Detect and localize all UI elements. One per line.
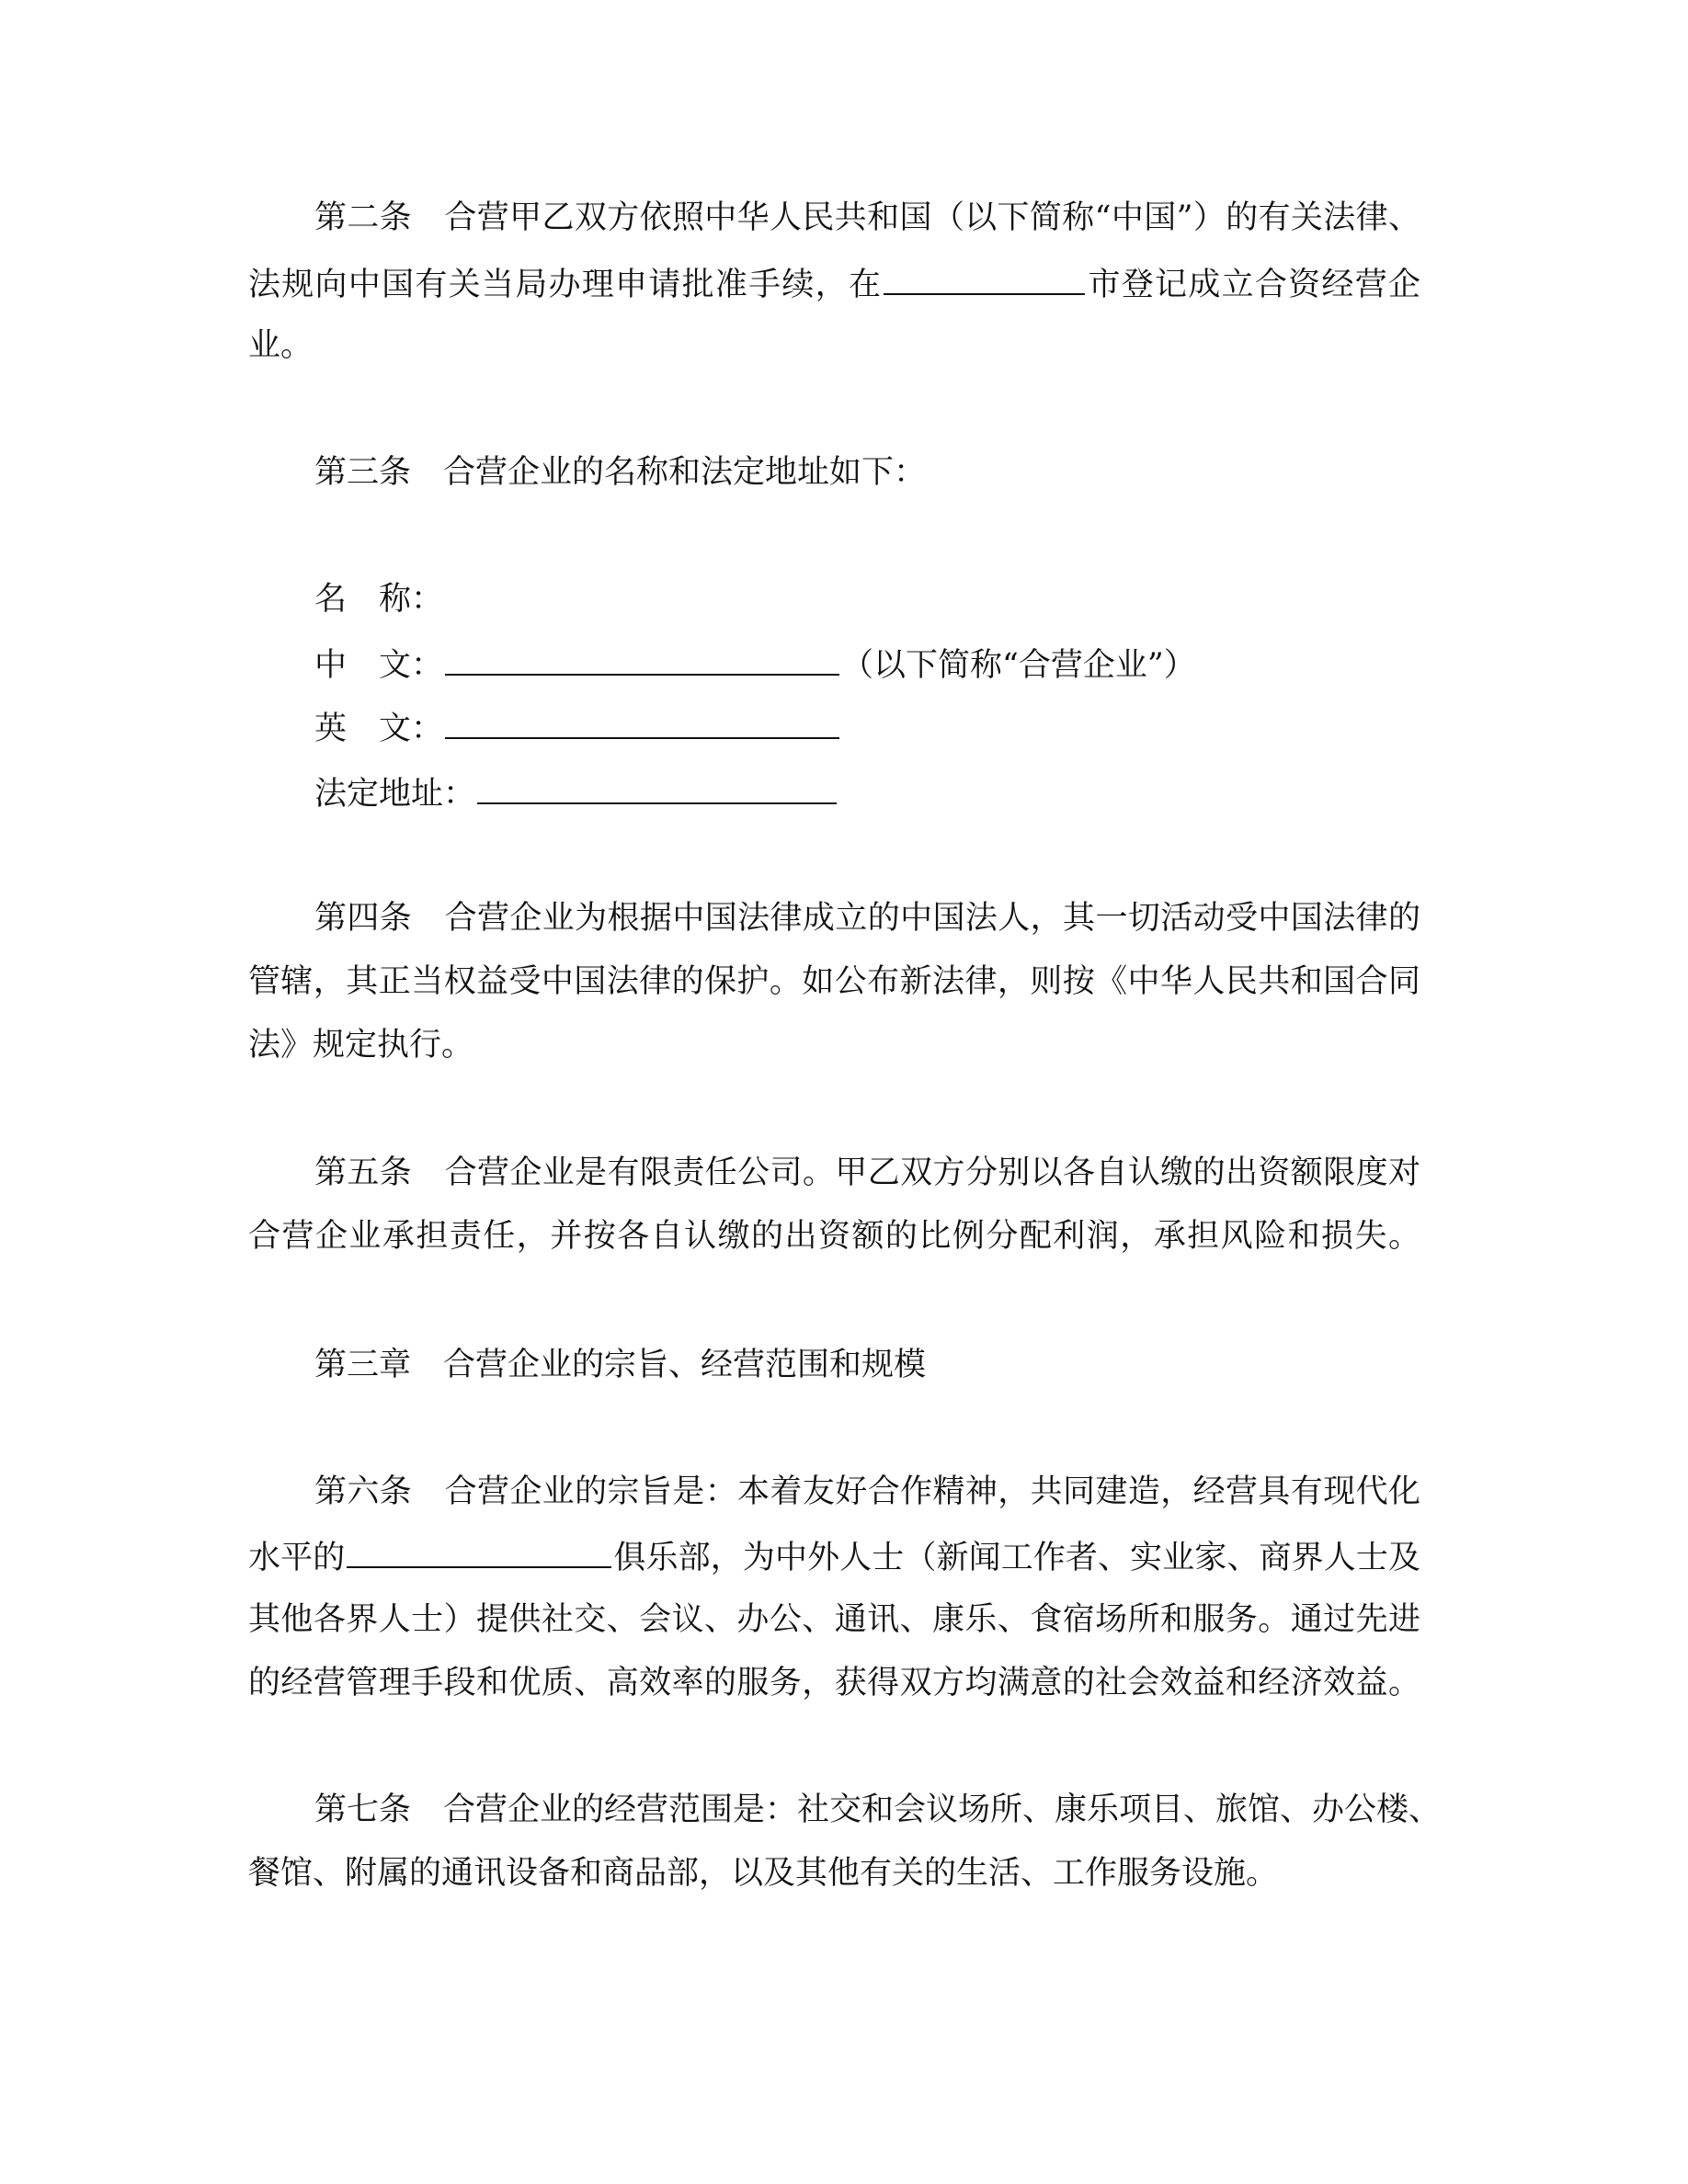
city-blank[interactable] xyxy=(884,251,1085,295)
article-3-line-1: 第三条 合营企业的名称和法定地址如下： xyxy=(314,454,927,491)
text: 水平的 xyxy=(248,1540,346,1576)
article-4-line-2: 管辖，其正当权益受中国法律的保护。如公布新法律，则按《中华人民共和国合同 xyxy=(248,963,1420,1000)
article-6-line-2 xyxy=(248,1524,1420,1587)
english-name-row xyxy=(314,695,841,758)
chinese-note: （以下简称“合营企业”） xyxy=(841,647,1196,684)
article-4-line-1: 第四条 合营企业为根据中国法律成立的中国法人，其一切活动受中国法律的 xyxy=(314,900,1420,937)
english-name-blank[interactable] xyxy=(445,695,839,739)
article-6-line-4: 的经营管理手段和优质、高效率的服务，获得双方均满意的社会效益和经济效益。 xyxy=(248,1665,1420,1701)
article-5-line-1: 第五条 合营企业是有限责任公司。甲乙双方分别以各自认缴的出资额限度对 xyxy=(314,1155,1420,1191)
address-row xyxy=(314,760,838,824)
chinese-label: 中 文： xyxy=(314,647,444,684)
article-4-line-3: 法》规定执行。 xyxy=(248,1027,474,1064)
chinese-name-row xyxy=(314,631,1196,695)
article-2-line-3: 业。 xyxy=(248,327,314,364)
article-7-line-2: 餐馆、附属的通讯设备和商品部，以及其他有关的生活、工作服务设施。 xyxy=(248,1855,1279,1892)
article-7-line-1: 第七条 合营企业的经营范围是：社交和会议场所、康乐项目、旅馆、办公楼、 xyxy=(314,1792,1442,1828)
chinese-name-blank[interactable] xyxy=(445,631,839,676)
text: 法规向中国有关当局办理申请批准手续，在 xyxy=(248,267,883,303)
chapter-3-title: 第三章 合营企业的宗旨、经营范围和规模 xyxy=(314,1347,927,1383)
article-6-line-1: 第六条 合营企业的宗旨是：本着友好合作精神，共同建造，经营具有现代化 xyxy=(314,1473,1420,1510)
text: 俱乐部，为中外人士（新闻工作者、实业家、商界人士及 xyxy=(613,1540,1420,1576)
article-2-line-1: 第二条 合营甲乙双方依照中华人民共和国（以下简称“中国”）的有关法律、 xyxy=(314,199,1420,236)
text: 市登记成立合资经营企 xyxy=(1087,267,1420,303)
article-6-line-3: 其他各界人士）提供社交、会议、办公、通讯、康乐、食宿场所和服务。通过先进 xyxy=(248,1601,1420,1638)
english-label: 英 文： xyxy=(314,711,444,747)
address-label: 法定地址： xyxy=(314,776,476,813)
name-label: 名 称： xyxy=(314,581,444,618)
article-2-line-2 xyxy=(248,251,1420,314)
article-5-line-2: 合营企业承担责任，并按各自认缴的出资额的比例分配利润，承担风险和损失。 xyxy=(248,1218,1420,1255)
club-name-blank[interactable] xyxy=(347,1524,611,1568)
address-blank[interactable] xyxy=(477,760,837,804)
